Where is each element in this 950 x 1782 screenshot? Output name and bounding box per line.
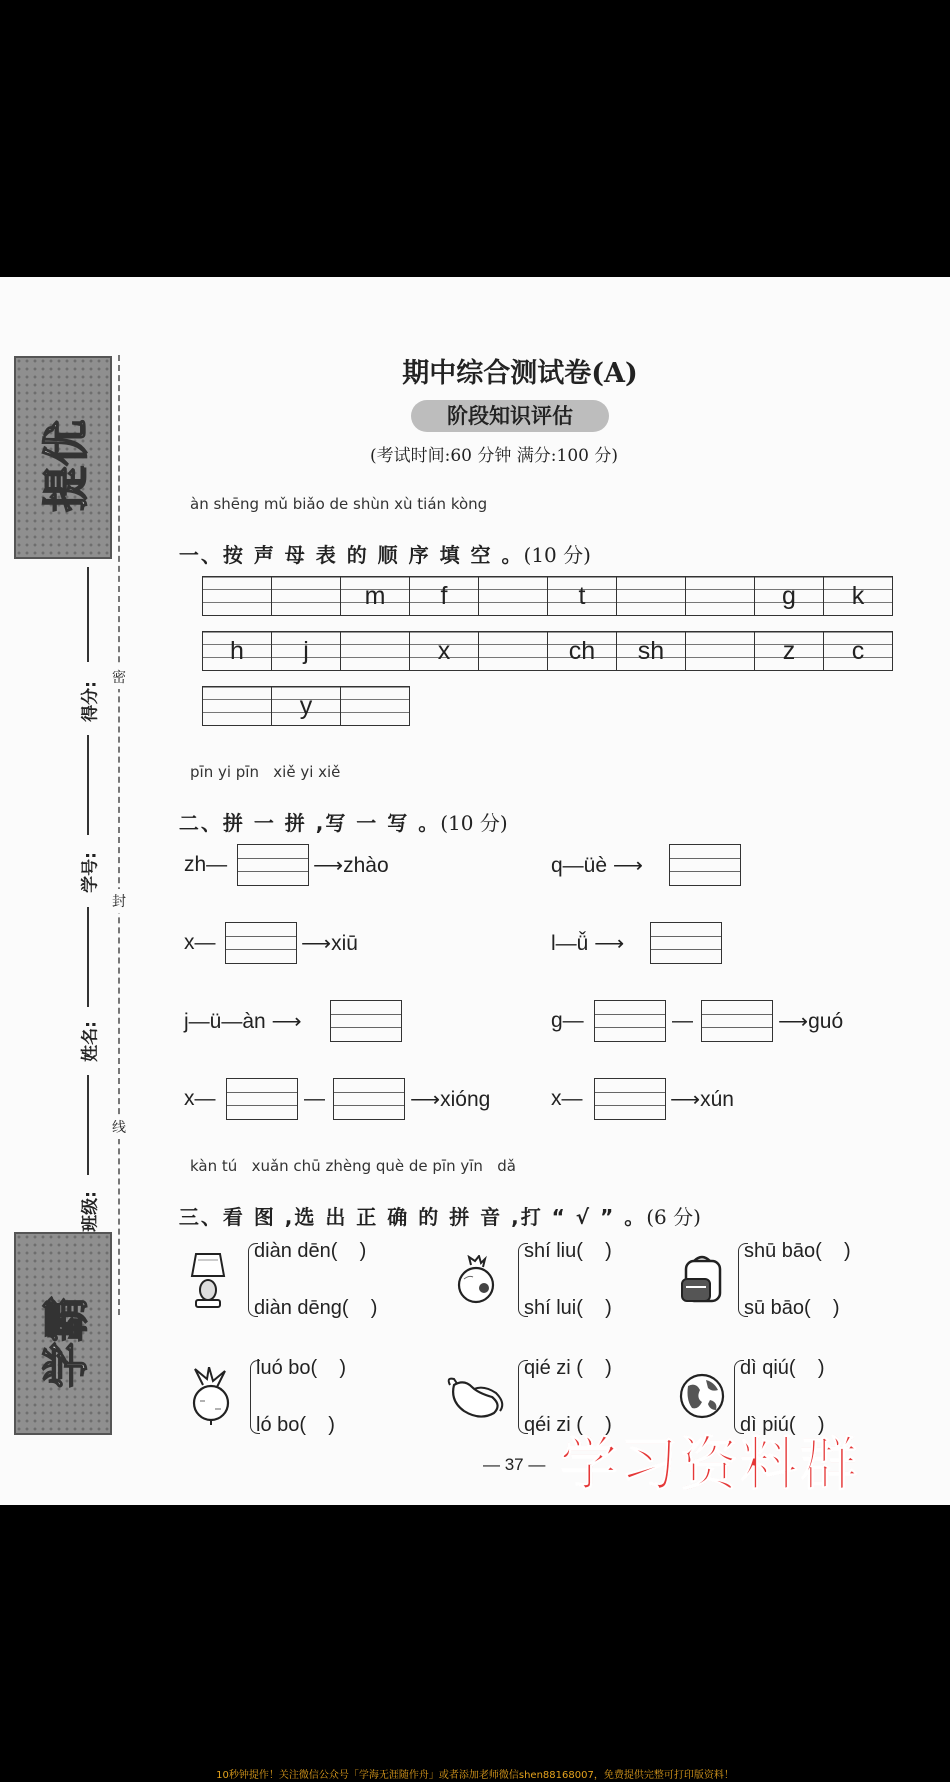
seal-char-1: 密 (112, 665, 126, 689)
option-a[interactable]: shí liu( ) (524, 1240, 612, 1262)
letter-cell[interactable]: sh (617, 631, 686, 671)
exercise7-answer-box-1[interactable] (226, 1078, 298, 1120)
exercise7-answer-box-2[interactable] (333, 1078, 405, 1120)
letter-cell[interactable]: c (824, 631, 893, 671)
seal-char-2: 封 (112, 889, 126, 913)
letter-cell[interactable]: k (824, 576, 893, 616)
exercise2-answer-box[interactable] (669, 844, 741, 886)
name-line (87, 907, 89, 1007)
radish-icon (185, 1367, 237, 1425)
letter-cell[interactable]: j (272, 631, 341, 671)
section3-title (143, 1177, 701, 1254)
footer-promo-text: 10秒钟提作！关注微信公众号「学海无涯随作舟」或者添加老师微信shen88168007，免费提供完整可打印版资料！ (216, 1770, 734, 1781)
letter-cell[interactable] (686, 631, 755, 671)
letter-cell[interactable]: t (548, 576, 617, 616)
side-band-top-text: 提优 (39, 420, 93, 512)
exercise8-result: ⟶xún (670, 1088, 734, 1111)
letter-cell[interactable]: ch (548, 631, 617, 671)
option-b[interactable]: sū bāo( ) (744, 1297, 840, 1319)
name-label: 姓名: (80, 1021, 101, 1062)
section2-pinyin: pīn yi pīn xiě yi xiě (190, 763, 341, 781)
section1-points: (10 分) (523, 543, 591, 567)
exercise5-prefix: j—ü—àn ⟶ (184, 1010, 302, 1033)
option-a[interactable]: luó bo( ) (256, 1357, 347, 1379)
exercise4-answer-box[interactable] (650, 922, 722, 964)
subtitle-pill: 阶段知识评估 (411, 400, 609, 432)
letter-cell[interactable]: x (410, 631, 479, 671)
exercise6-prefix: g— (551, 1009, 584, 1032)
exercise1-prefix: zh— (184, 853, 228, 876)
exercise6-answer-box-1[interactable] (594, 1000, 666, 1042)
letter-cell[interactable]: m (341, 576, 410, 616)
section2-title (143, 783, 508, 860)
page-number: — 37 — (483, 1455, 546, 1474)
option-b[interactable]: diàn dēng( ) (254, 1297, 378, 1319)
watermark: 学习资料群 (560, 1430, 861, 1498)
student-number-line (87, 735, 89, 835)
letter-cell[interactable]: y (272, 686, 341, 726)
pomegranate-icon (455, 1255, 497, 1305)
student-number-label: 学号: (80, 852, 101, 893)
exercise1-result: ⟶zhào (313, 854, 389, 877)
letter-row-3 (202, 686, 410, 726)
letter-cell[interactable]: z (755, 631, 824, 671)
option-b[interactable]: ló bo( ) (256, 1414, 335, 1436)
worksheet-page (0, 277, 950, 1505)
section3-title-text: 三、看 图 ,选 出 正 确 的 拼 音 ,打 “ √ ” 。 (178, 1205, 647, 1229)
letter-row-2 (202, 631, 893, 671)
letter-cell[interactable]: g (755, 576, 824, 616)
letter-cell[interactable] (617, 576, 686, 616)
letter-row-1 (202, 576, 893, 616)
letter-cell[interactable] (479, 631, 548, 671)
letter-cell[interactable] (341, 686, 410, 726)
page-title: 期中综合测试卷(A) (402, 358, 638, 389)
exercise5-answer-box[interactable] (330, 1000, 402, 1042)
class-line (87, 1075, 89, 1175)
letter-cell[interactable] (341, 631, 410, 671)
exercise7-result: ⟶xióng (410, 1088, 491, 1111)
exercise3-answer-box[interactable] (225, 922, 297, 964)
letter-cell[interactable] (686, 576, 755, 616)
letter-cell[interactable]: f (410, 576, 479, 616)
section2-points: (10 分) (440, 811, 508, 835)
section2-title-text: 二、拼 一 拼 ,写 一 写 。 (178, 811, 441, 835)
score-label: 得分: (80, 681, 101, 722)
schoolbag-icon (678, 1253, 726, 1307)
exercise8-prefix: x— (551, 1087, 583, 1110)
letter-cell[interactable]: h (203, 631, 272, 671)
globe-icon (678, 1372, 726, 1420)
letter-cell[interactable] (203, 686, 272, 726)
letter-cell[interactable] (203, 576, 272, 616)
side-band-bottom (14, 1232, 112, 1435)
binding-dashed-line (118, 355, 120, 1315)
class-label: 班级: (80, 1191, 101, 1232)
option-a[interactable]: dì qiú( ) (740, 1357, 825, 1379)
eggplant-icon (444, 1375, 510, 1421)
exam-info: (考试时间:60 分钟 满分:100 分) (370, 446, 619, 466)
seal-char-3: 线 (112, 1115, 126, 1139)
option-a[interactable]: qié zi ( ) (524, 1357, 612, 1379)
exercise7-prefix: x— (184, 1087, 216, 1110)
section1-title-text: 一、按 声 母 表 的 顺 序 填 空 。 (178, 543, 524, 567)
side-band-bottom-text: 学霸 (39, 1296, 93, 1388)
letter-cell[interactable] (479, 576, 548, 616)
option-b[interactable]: dì piú( ) (740, 1414, 825, 1436)
section3-points: (6 分) (646, 1205, 701, 1229)
exercise7-dash: — (304, 1087, 325, 1110)
letter-cell[interactable] (272, 576, 341, 616)
exercise6-dash: — (672, 1009, 693, 1032)
exercise8-answer-box[interactable] (594, 1078, 666, 1120)
exercise4-prefix: l—ǚ ⟶ (551, 932, 625, 955)
exercise3-result: ⟶xiū (301, 932, 358, 955)
option-a[interactable]: shū bāo( ) (744, 1240, 851, 1262)
exercise1-answer-box[interactable] (237, 844, 309, 886)
exercise3-prefix: x— (184, 931, 216, 954)
option-b[interactable]: qéi zi ( ) (524, 1414, 612, 1436)
section3-pinyin: kàn tú xuǎn chū zhèng què de pīn yīn dǎ (190, 1157, 516, 1175)
section1-pinyin: àn shēng mǔ biǎo de shùn xù tián kòng (190, 495, 488, 513)
exercise2-prefix: q—üè ⟶ (551, 854, 643, 877)
lamp-icon (188, 1250, 228, 1312)
exercise6-result: ⟶guó (778, 1010, 844, 1033)
score-line (87, 567, 89, 662)
option-b[interactable]: shí lui( ) (524, 1297, 612, 1319)
option-a[interactable]: diàn dēn( ) (254, 1240, 367, 1262)
exercise6-answer-box-2[interactable] (701, 1000, 773, 1042)
